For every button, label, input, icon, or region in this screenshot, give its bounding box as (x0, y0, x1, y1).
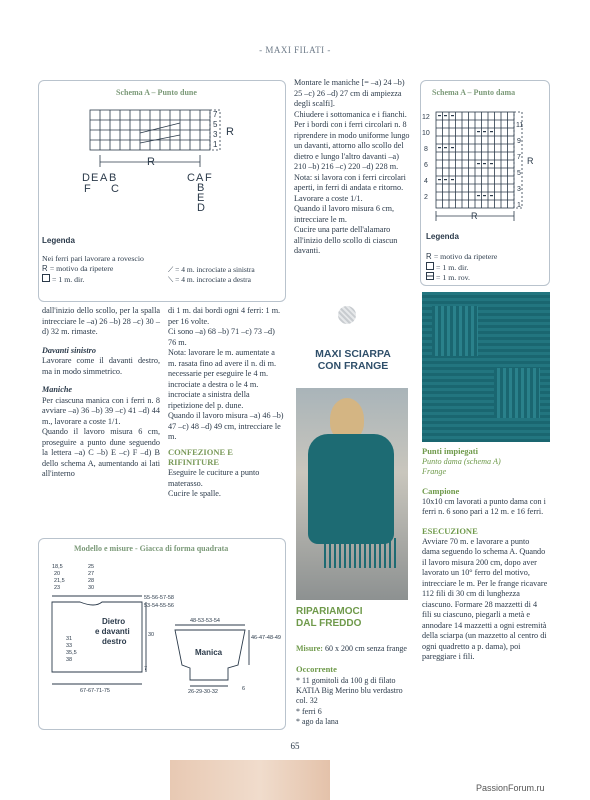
swatch-block-1 (432, 306, 478, 356)
m4: 23 (54, 585, 61, 591)
occorrente-item-3: * ago da lana (296, 716, 339, 726)
manica-top-measure: 48-53-53-54 (190, 618, 220, 624)
v1: 31 (66, 636, 73, 642)
dama-row-1: 1 (517, 202, 521, 209)
r-bottom-label: R (147, 156, 155, 168)
schema-dama-title: Schema A – Punto dama (428, 88, 519, 98)
confezione-heading: CONFEZIONE E RIFINITURE (168, 446, 233, 468)
letter-C-right: C (187, 172, 195, 184)
maniche-heading: Maniche (42, 385, 73, 394)
letter-D-left: D (82, 172, 90, 184)
row-7: 7 (213, 110, 218, 119)
h7: 7 (144, 666, 148, 672)
dietro-label-2: e davanti (95, 627, 130, 636)
m1: 18,5 (52, 564, 63, 570)
schema-dune-title: Schema A – Punto dune (112, 88, 201, 98)
occorrente-item-2: * ferri 6 (296, 706, 322, 716)
legenda-title: Legenda (42, 236, 75, 245)
col2-p1: di 1 m. dai bordi ogni 4 ferri: 1 m. per 16 volte. (168, 306, 281, 326)
col3-p1: Montare le maniche [= –a) 24 –b) 25 –c) 26 –d) 27 cm di ampiezza degli scalfi]. (294, 78, 405, 108)
dama-row-6: 6 (424, 162, 428, 169)
manica-side-measure: 46-47-48-49 (251, 635, 281, 641)
legend-dx-text: = 4 m. incrociate a destra (175, 275, 251, 284)
letter-D-right: D (197, 202, 205, 214)
esecuzione-heading: ESECUZIONE (422, 525, 478, 536)
v2: 33 (66, 643, 73, 649)
row-3: 3 (213, 130, 218, 139)
manica-6: 6 (242, 686, 246, 692)
photo-fringe (324, 538, 396, 568)
punti-text (422, 457, 548, 468)
legend-r-text: = motivo da ripetere (49, 264, 114, 273)
magazine-header: - MAXI FILATI - (259, 45, 331, 55)
col3-p3: Per i bordi con i ferri circolari n. 8 riprendere in modo uniforme lungo un davanti, attorno allo scollo del dietro e lungo l'altro davanti –a) 210 –b) 216 –c) 220 –d) 228 m. (294, 120, 410, 171)
col3-p4: Nota: si lavora con i ferri circolari aperti, in ferri di andata e ritorno. (294, 172, 406, 192)
h30: 30 (148, 632, 155, 638)
dama-row-5: 5 (517, 170, 521, 177)
photo-scarf (308, 434, 394, 544)
page-number: 65 (290, 741, 300, 751)
column-4 (422, 446, 548, 663)
r-side-label: R (226, 126, 234, 138)
yarn-ball-icon (338, 306, 356, 324)
letter-C-left: C (111, 183, 119, 195)
row-5: 5 (213, 120, 218, 129)
misure-label: Misure: (296, 644, 323, 653)
dama-r-symbol: R (426, 252, 434, 261)
legend-sx (168, 265, 255, 275)
dietro-label-3: destro (102, 637, 127, 646)
swatch-block-2 (494, 368, 540, 418)
dama-legend-r-text: = motivo da ripetere (433, 252, 498, 261)
sciarpa-sub-2: DAL FREDDO (296, 617, 362, 629)
n1: 25 (88, 564, 95, 570)
v3: 35,5 (66, 650, 77, 656)
model-photo (296, 388, 408, 600)
modello-diagram (40, 560, 284, 725)
n2: 27 (88, 571, 95, 577)
occorrente-list (296, 676, 412, 727)
col3-p7: Cucire una parte dell'alamaro all'inizio dello scollo di ciascun davanti. (294, 225, 398, 255)
letter-E-right: E (197, 192, 205, 204)
square-icon (42, 274, 50, 282)
watermark-text: PassionForum.ru (476, 783, 545, 793)
dama-row-9: 9 (517, 138, 521, 145)
knit-swatch-photo (422, 292, 550, 442)
sciarpa-title (294, 348, 412, 372)
misure-line (296, 644, 407, 654)
column-2 (168, 306, 284, 500)
col2-p3: Nota: lavorare le m. aumentate a m. rasata fino ad avere il n. di m. necessarie per eseguire le 4 m. incrociate a destra o le 4 m. incrociate a sinistra della ripetizione del p. dune. (168, 348, 276, 410)
top1: 55-56-57-58 (144, 595, 174, 601)
misure-value: 60 x 200 cm senza frange (324, 644, 407, 653)
cross-left-icon: ⟋ (168, 265, 176, 274)
manica-label: Manica (195, 648, 223, 657)
dama-square-icon (426, 262, 434, 270)
dama-minus-square-icon (426, 272, 434, 280)
n4: 30 (88, 585, 95, 591)
col1-p1: dall'inizio dello scollo, per la spalla intrecciare le –a) 26 –b) 28 –c) 30 –d) 32 m. rimaste. (42, 306, 160, 336)
punti-heading: Punti impiegati (422, 446, 478, 456)
cross-right-icon: ⟍ (168, 275, 176, 284)
frange-text: Frange (422, 467, 447, 477)
dama-legend-r (426, 252, 497, 262)
col1-p2: Lavorare come il davanti destro, ma in modo simmetrico. (42, 356, 160, 376)
dama-r-bottom: R (471, 211, 478, 221)
legend-r (42, 264, 113, 274)
column-3 (294, 78, 412, 257)
row-1: 1 (213, 140, 218, 149)
letter-B-left: B (109, 172, 117, 184)
letter-A-left: A (100, 172, 108, 184)
davanti-sinistro-heading: Davanti sinistro (42, 345, 96, 355)
punti-italic: Punto dama (schema A) (422, 456, 501, 466)
dama-row-2: 2 (424, 194, 428, 201)
letter-A-right: A (196, 172, 204, 184)
occorrente-item-1: * 11 gomitoli da 100 g di filato KATIA Big Merino blu verdastro col. 32 (296, 676, 403, 706)
dama-row-12: 12 (422, 114, 430, 121)
sciarpa-title-2: CON FRANGE (317, 360, 389, 373)
sciarpa-subtitle (296, 606, 362, 629)
legenda-note: Nei ferri pari lavorare a rovescio (42, 254, 144, 263)
top2: 53-54-55-56 (144, 603, 174, 609)
punto-dune-chart (80, 105, 250, 215)
dama-legend-rov-text: = 1 m. rov. (436, 273, 470, 282)
col1-p4: Quando il lavoro misura 6 cm, proseguire a punto dune seguendo la lettera –a) C –b) E –c) F –d) B dello schema A, aumentando ai lati all'interno (42, 427, 160, 478)
col3-p2: Chiudere i sottomanica e i fianchi. (294, 109, 407, 119)
dama-row-10: 10 (422, 130, 430, 137)
col2-p5: Eseguire le cuciture a punto materasso. (168, 468, 260, 488)
letter-E-left: E (91, 172, 99, 184)
legend-box (42, 274, 84, 285)
m2: 20 (54, 571, 61, 577)
dama-row-3: 3 (517, 186, 521, 193)
manica-bottom-measure: 26-29-30-32 (188, 689, 218, 695)
letter-B-right: B (197, 182, 205, 194)
n3: 28 (88, 578, 95, 584)
punto-dama-chart (420, 108, 548, 226)
dietro-label-1: Dietro (102, 617, 126, 626)
occorrente-item-1-text: 11 gomitoli da 100 g di filato KATIA Big Merino blu verdastro col. 32 (296, 676, 403, 706)
col1-p3: Per ciascuna manica con i ferri n. 8 avviare –a) 36 –b) 39 –c) 41 –d) 44 m., lavorare a coste 1/1. (42, 395, 160, 426)
dama-r-side: R (527, 156, 534, 166)
dama-legenda-title: Legenda (426, 232, 459, 241)
col3-p6: Quando il lavoro misura 6 cm, intrecciare le m. (294, 204, 395, 224)
sciarpa-title-1: MAXI SCIARPA (315, 348, 391, 360)
dama-legend-dir-text: = 1 m. dir. (436, 263, 469, 272)
occorrente-heading: Occorrente (296, 664, 337, 674)
occorrente-item-2-text: ferri 6 (302, 706, 322, 716)
col2-p4: Quando il lavoro misura –a) 46 –b) 47 –c) 48 –d) 49 cm, intrecciare le m. (168, 411, 284, 441)
column-1 (42, 306, 160, 480)
letter-F-right: F (205, 172, 212, 184)
dama-row-8: 8 (424, 146, 428, 153)
modello-title: Modello e misure - Giacca di forma quadrata (70, 544, 232, 554)
esecuzione-text: Avviare 70 m. e lavorare a punto dama seguendo lo schema A. Quando il lavoro misura 200 cm, dopo aver lavorato un 10° ferro del motivo, intrecciare le m. Per le frange ricavare 112 fili di 30 cm di lunghezza ciascuno. Formare 28 mazzetti di 4 fili su ciascuno, piegarli a metà e annodare 14 mazzetti a ogni estremità della sciarpa (un mazzetto al centro di ogni quadretto a p. dama), poi pareggiare i fili. (422, 536, 548, 662)
occorrente-item-3-text: ago da lana (302, 716, 339, 726)
legend-box-text: = 1 m. dir. (52, 275, 85, 284)
m3: 21,5 (54, 578, 65, 584)
r-symbol: R (42, 264, 50, 273)
legend-dx (168, 275, 251, 285)
letter-F-left: F (84, 183, 91, 195)
dama-row-11: 11 (516, 122, 524, 129)
dama-legend-rov (426, 272, 470, 283)
col2-p2: Ci sono –a) 68 –b) 71 –c) 73 –d) 76 m. (168, 327, 275, 347)
dama-row-4: 4 (424, 178, 428, 185)
campione-text: 10x10 cm lavorati a punto dama con i ferri n. 6 sono pari a 12 m. e 16 ferri. (422, 496, 546, 517)
col3-p5: Lavorare a coste 1/1. (294, 193, 363, 203)
legend-sx-text: = 4 m. incrociate a sinistra (175, 265, 255, 274)
bottom-measure: 67-67-71-75 (80, 688, 110, 694)
campione-heading: Campione (422, 485, 460, 496)
v4: 38 (66, 657, 73, 663)
dama-row-7: 7 (517, 154, 521, 161)
sciarpa-sub-1: RIPARIAMOCI (296, 606, 363, 617)
col2-p6: Cucire le spalle. (168, 489, 221, 499)
